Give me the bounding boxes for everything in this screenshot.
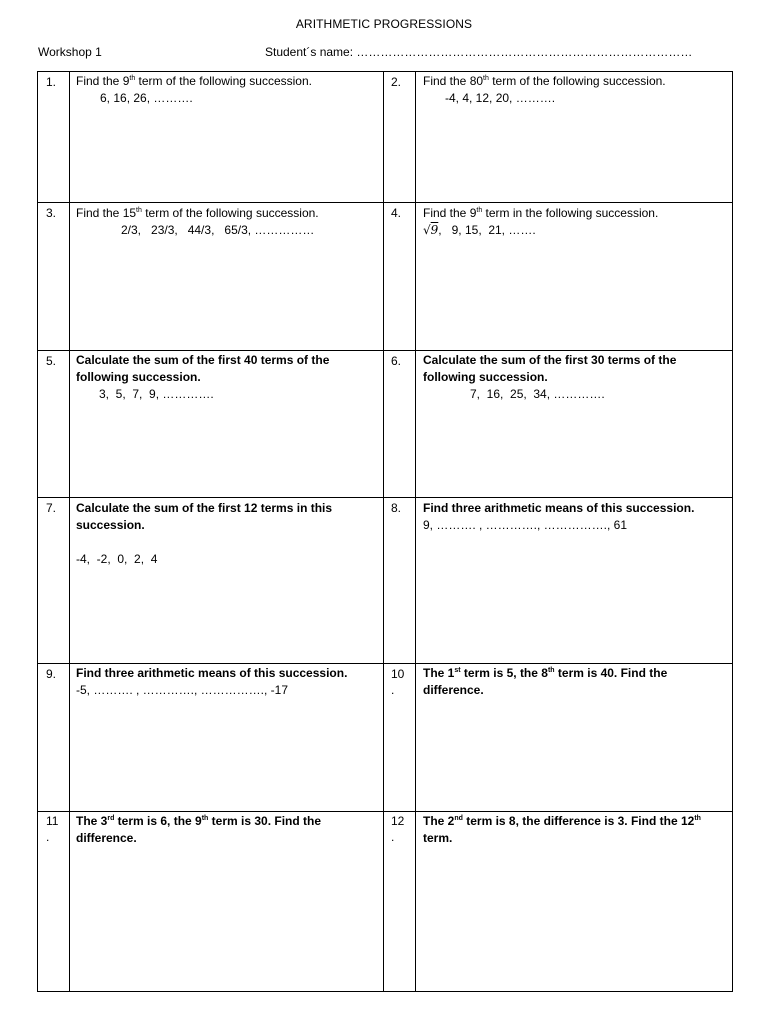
square-root-icon: √ (423, 223, 431, 237)
problem-sequence: -5, ………. , …………., ……………., -17 (76, 683, 289, 697)
problem-number: 3. (46, 206, 57, 220)
row-divider (38, 663, 732, 664)
problem-number: 9. (46, 667, 57, 681)
problem-9: Find three arithmetic means of this succession. -5, ………. , …………., ……………., -17 (76, 665, 376, 699)
column-divider (415, 72, 416, 991)
problem-sequence: -4, -2, 0, 2, 4 (76, 552, 158, 566)
problem-number: 4. (391, 206, 402, 220)
problem-sequence: 9, ………. , …………., ……………., 61 (423, 518, 628, 532)
problem-number: 2. (391, 75, 402, 89)
problem-5: Calculate the sum of the first 40 terms of the following succession. 3, 5, 7, 9, …………. (76, 352, 351, 403)
radicand: 9 (430, 223, 439, 237)
problem-sequence: 3, 5, 7, 9, …………. (99, 387, 214, 401)
column-divider (69, 72, 70, 991)
problem-4: Find the 9th term in the following succession. √9, 9, 15, 21, ……. (423, 206, 659, 237)
problem-11: The 3rd term is 6, the 9th term is 30. Find the difference. (76, 814, 322, 845)
row-divider (38, 350, 732, 351)
problem-10: The 1st term is 5, the 8th term is 40. Find the difference. (423, 666, 668, 697)
column-divider (383, 72, 384, 991)
problem-number: 11 . (46, 814, 59, 844)
problem-sequence: , 9, 15, 21, ……. (438, 223, 536, 237)
problem-number: 8. (391, 501, 402, 515)
problem-sequence: 2/3, 23/3, 44/3, 65/3, …………… (121, 223, 315, 237)
problem-1: Find the 9th term of the following succession. 6, 16, 26, ………. (76, 73, 376, 107)
problem-number: 12 . (391, 814, 405, 844)
problems-table (37, 71, 733, 992)
problem-2: Find the 80th term of the following succession. -4, 4, 12, 20, ………. (423, 73, 728, 107)
problem-number: 10 . (391, 667, 405, 697)
problem-12: The 2nd term is 8, the difference is 3. Find the 12th term. (423, 814, 701, 845)
problem-number: 7. (46, 501, 57, 515)
student-name-label: Student´s name: (265, 45, 354, 59)
row-divider (38, 497, 732, 498)
student-name-line: ………………………………………………………………………… (356, 45, 693, 59)
problem-number: 6. (391, 354, 402, 368)
problem-sequence: -4, 4, 12, 20, ………. (445, 91, 556, 105)
problem-number: 1. (46, 75, 57, 89)
workshop-label: Workshop 1 (38, 45, 102, 59)
problem-sequence: 7, 16, 25, 34, …………. (470, 387, 605, 401)
worksheet-title: ARITHMETIC PROGRESSIONS (295, 17, 473, 31)
problem-6: Calculate the sum of the first 30 terms of the following succession. 7, 16, 25, 34, …………. (423, 352, 703, 403)
problem-number: 5. (46, 354, 57, 368)
problem-sequence: 6, 16, 26, ………. (100, 91, 193, 105)
row-divider (38, 811, 732, 812)
problem-8: Find three arithmetic means of this succession. 9, ………. , …………., ……………., 61 (423, 500, 728, 534)
row-divider (38, 202, 732, 203)
problem-7: Calculate the sum of the first 12 terms in this succession. -4, -2, 0, 2, 4 (76, 500, 351, 568)
student-name-field[interactable] (265, 45, 692, 59)
problem-3: Find the 15th term of the following succession. 2/3, 23/3, 44/3, 65/3, …………… (76, 205, 376, 239)
